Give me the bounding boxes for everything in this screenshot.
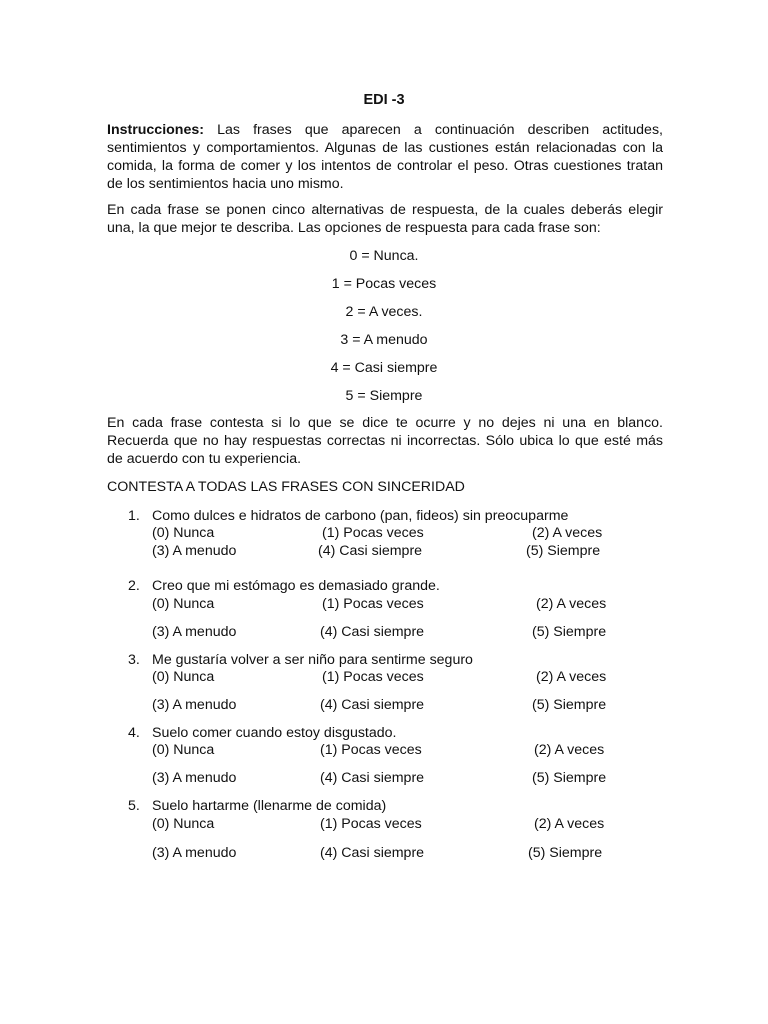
option-5: (5) Siempre	[528, 845, 603, 861]
option-5: (5) Siempre	[532, 624, 607, 640]
option-3: (3) A menudo	[152, 845, 237, 861]
option-5: (5) Siempre	[532, 770, 607, 786]
scale-item-2: 2 = A veces.	[345, 304, 423, 320]
option-2: (2) A veces	[536, 596, 607, 612]
question-text: Como dulces e hidratos de carbono (pan, fideos) sin preocuparme	[152, 508, 569, 524]
note-paragraph: En cada frase contesta si lo que se dice te ocurre y no dejes ni una en blanco. Recuerda que no hay respuestas correctas ni incorrectas. Sólo ubica lo que esté más de acuerdo con tu experiencia.	[107, 415, 663, 467]
option-3: (3) A menudo	[152, 624, 237, 640]
option-1: (1) Pocas veces	[320, 816, 422, 832]
option-0: (0) Nunca	[152, 816, 215, 832]
question-text: Me gustaría volver a ser niño para sentirme seguro	[152, 652, 473, 668]
option-2: (2) A veces	[534, 742, 605, 758]
option-3: (3) A menudo	[152, 543, 237, 559]
question-number: 2.	[128, 578, 140, 594]
option-0: (0) Nunca	[152, 596, 215, 612]
question-text: Creo que mi estómago es demasiado grande.	[152, 578, 440, 594]
option-4: (4) Casi siempre	[320, 697, 425, 713]
option-1: (1) Pocas veces	[322, 669, 424, 685]
option-5: (5) Siempre	[532, 697, 607, 713]
option-4: (4) Casi siempre	[320, 845, 425, 861]
question-number: 3.	[128, 652, 140, 668]
option-2: (2) A veces	[532, 525, 603, 541]
scale-item-5: 5 = Siempre	[345, 388, 423, 404]
option-1: (1) Pocas veces	[322, 596, 424, 612]
instructions-paragraph	[107, 121, 663, 193]
document-title: EDI -3	[363, 92, 405, 108]
scale-item-0: 0 = Nunca.	[349, 248, 419, 264]
instructions-lead: Instrucciones:	[107, 122, 204, 138]
scale-item-3: 3 = A menudo	[340, 332, 428, 348]
question-number: 5.	[128, 798, 140, 814]
option-5: (5) Siempre	[526, 543, 601, 559]
question-text: Suelo comer cuando estoy disgustado.	[152, 725, 397, 741]
scale-item-1: 1 = Pocas veces	[331, 276, 437, 292]
option-1: (1) Pocas veces	[322, 525, 424, 541]
option-0: (0) Nunca	[152, 669, 215, 685]
option-4: (4) Casi siempre	[318, 543, 423, 559]
option-3: (3) A menudo	[152, 770, 237, 786]
question-number: 1.	[128, 508, 140, 524]
option-4: (4) Casi siempre	[320, 770, 425, 786]
option-2: (2) A veces	[536, 669, 607, 685]
section-header: CONTESTA A TODAS LAS FRASES CON SINCERIDAD	[107, 479, 465, 495]
scale-item-4: 4 = Casi siempre	[330, 360, 438, 376]
option-3: (3) A menudo	[152, 697, 237, 713]
option-0: (0) Nunca	[152, 742, 215, 758]
option-1: (1) Pocas veces	[320, 742, 422, 758]
option-4: (4) Casi siempre	[320, 624, 425, 640]
instructions-text: Las frases que aparecen a continuación describen actitudes, sentimientos y comportamientos. Algunas de las custiones están relacionadas con la comida, la forma de comer y los intentos de controlar el peso. Otras cuestiones tratan de los sentimientos hacia uno mismo.	[107, 122, 663, 192]
question-number: 4.	[128, 725, 140, 741]
option-0: (0) Nunca	[152, 525, 215, 541]
option-2: (2) A veces	[534, 816, 605, 832]
intro-paragraph: En cada frase se ponen cinco alternativas de respuesta, de la cuales deberás elegir una, la que mejor te describa. Las opciones de respuesta para cada frase son:	[107, 202, 663, 236]
question-text: Suelo hartarme (llenarme de comida)	[152, 798, 387, 814]
